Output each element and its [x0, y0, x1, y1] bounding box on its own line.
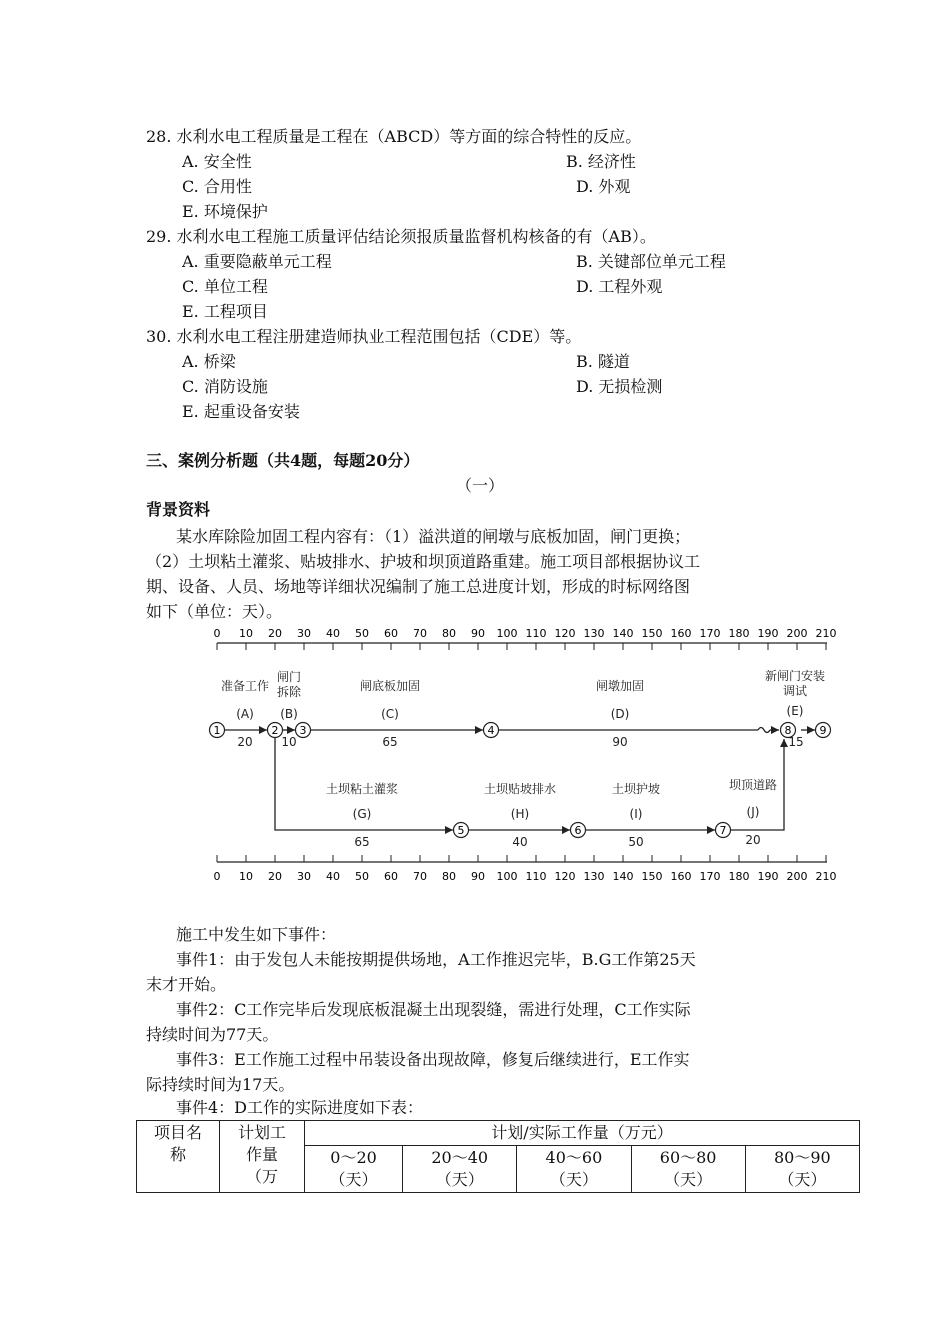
node-5: [454, 823, 469, 838]
svg-text:5: 5: [457, 824, 465, 837]
question-stem: 29. 水利水电工程施工质量评估结论须报质量监督机构核备的有（AB）。: [146, 227, 656, 246]
task-h-duration: 40: [512, 835, 528, 849]
bottom-axis-tick-label: 0: [213, 870, 221, 883]
svg-text:8: 8: [784, 724, 792, 737]
svg-text:7: 7: [719, 824, 727, 837]
top-axis-tick-label: 90: [471, 627, 485, 640]
svg-text:9: 9: [819, 724, 827, 737]
background-line: 如下（单位：天）。: [146, 602, 283, 621]
option-d: D. 无损检测: [576, 377, 663, 396]
task-c-duration: 65: [382, 735, 398, 749]
task-a-duration: 20: [237, 735, 253, 749]
background-line: 某水库除险加固工程内容有：（1）溢洪道的闸墩与底板加固，闸门更换；: [176, 527, 691, 546]
bottom-axis-tick-label: 140: [612, 870, 634, 883]
period-header: 0～20 （天）: [305, 1146, 403, 1193]
top-axis-tick-label: 80: [442, 627, 456, 640]
node-1: [210, 723, 225, 738]
node-6: [571, 823, 586, 838]
task-d-code: (D): [610, 707, 630, 721]
background-line: （2）土坝粘土灌浆、贴坡排水、护坡和坝顶道路重建。施工项目部根据协议工: [146, 552, 701, 571]
top-axis-tick-label: 130: [583, 627, 605, 640]
bottom-axis-tick-label: 10: [239, 870, 253, 883]
event-line: 持续时间为77天。: [146, 1025, 279, 1044]
top-axis-tick-label: 200: [786, 627, 808, 640]
bottom-axis-tick-label: 100: [496, 870, 518, 883]
bottom-axis-tick-label: 170: [699, 870, 721, 883]
event-line: 际持续时间为17天。: [146, 1075, 295, 1094]
top-axis-tick-label: 120: [554, 627, 576, 640]
progress-table: [136, 1120, 860, 1193]
option-c: C. 消防设施: [182, 377, 268, 396]
bottom-axis-tick-label: 50: [355, 870, 369, 883]
option-b: B. 隧道: [576, 352, 630, 371]
node-9: [816, 723, 831, 738]
time-scaled-network-diagram: [205, 625, 845, 890]
bottom-axis-tick-label: 190: [757, 870, 779, 883]
bottom-axis-tick-label: 90: [471, 870, 485, 883]
top-axis-tick-label: 180: [728, 627, 750, 640]
bottom-axis-tick-label: 30: [297, 870, 311, 883]
task-i-code: (I): [629, 807, 643, 821]
top-axis-tick-label: 10: [239, 627, 253, 640]
event-line: 事件4：D工作的实际进度如下表：: [176, 1098, 424, 1117]
option-c: C. 单位工程: [182, 277, 268, 296]
top-axis-tick-label: 190: [757, 627, 779, 640]
task-d-duration: 90: [612, 735, 628, 749]
svg-text:4: 4: [487, 724, 495, 737]
top-axis-tick-label: 0: [213, 627, 221, 640]
task-a-code: (A): [236, 707, 254, 721]
top-axis-tick-label: 150: [641, 627, 663, 640]
node-7: [716, 823, 731, 838]
task-b-duration: 10: [281, 735, 297, 749]
top-axis-tick-label: 210: [815, 627, 837, 640]
bottom-axis-tick-label: 120: [554, 870, 576, 883]
top-axis-tick-label: 170: [699, 627, 721, 640]
option-e: E. 起重设备安装: [182, 402, 300, 421]
top-axis-tick-label: 100: [496, 627, 518, 640]
task-e-duration: 15: [788, 735, 804, 749]
bottom-axis-tick-label: 110: [525, 870, 547, 883]
event-line: 事件3：E工作施工过程中吊装设备出现故障，修复后继续进行，E工作实: [176, 1050, 690, 1069]
bottom-axis-tick-label: 210: [815, 870, 837, 883]
task-h-name: 土坝贴坡排水: [483, 782, 557, 796]
bottom-axis-tick-label: 60: [384, 870, 398, 883]
event-line: 末才开始。: [146, 975, 227, 994]
task-h-code: (H): [510, 807, 530, 821]
background-line: 期、设备、人员、场地等详细状况编制了施工总进度计划，形成的时标网络图: [146, 577, 691, 596]
task-d-name: 闸墩加固: [595, 679, 645, 693]
task-b-code: (B): [280, 707, 298, 721]
task-b-name: 拆除: [276, 685, 302, 699]
period-header: 20～40 （天）: [403, 1146, 517, 1193]
header-work-amount: 计划/实际工作量（万元）: [305, 1121, 860, 1146]
bottom-axis-tick-label: 70: [413, 870, 427, 883]
node-3: [296, 723, 311, 738]
top-axis-tick-label: 60: [384, 627, 398, 640]
period-header: 60～80 （天）: [631, 1146, 745, 1193]
top-axis-tick-label: 110: [525, 627, 547, 640]
event-line: 事件1：由于发包人未能按期提供场地，A工作推迟完毕，B.G工作第25天: [176, 950, 696, 969]
top-axis-tick-label: 70: [413, 627, 427, 640]
bottom-axis-tick-label: 160: [670, 870, 692, 883]
option-d: D. 外观: [576, 177, 631, 196]
task-b-name: 闸门: [276, 670, 302, 684]
top-axis-tick-label: 160: [670, 627, 692, 640]
question-stem: 28. 水利水电工程质量是工程在（ABCD）等方面的综合特性的反应。: [146, 127, 642, 146]
svg-text:6: 6: [574, 824, 582, 837]
option-a: A. 桥梁: [182, 352, 236, 371]
node-4: [484, 723, 499, 738]
background-title: 背景资料: [146, 500, 211, 519]
task-e-name: 调试: [782, 684, 808, 698]
top-axis-tick-label: 20: [268, 627, 282, 640]
svg-text:1: 1: [213, 724, 221, 737]
task-e-name: 新闸门安装: [764, 669, 826, 683]
task-g-duration: 65: [354, 835, 370, 849]
task-a-name: 准备工作: [220, 679, 270, 693]
top-axis-tick-label: 40: [326, 627, 340, 640]
header-project-name: 项目名 称: [137, 1121, 220, 1193]
bottom-axis-tick-label: 150: [641, 870, 663, 883]
bottom-axis-tick-label: 130: [583, 870, 605, 883]
period-header: 80～90 （天）: [745, 1146, 859, 1193]
bottom-axis-tick-label: 40: [326, 870, 340, 883]
option-a: A. 安全性: [182, 152, 252, 171]
option-b: B. 关键部位单元工程: [576, 252, 726, 271]
bottom-axis-tick-label: 200: [786, 870, 808, 883]
option-e: E. 环境保护: [182, 202, 268, 221]
bottom-axis-tick-label: 80: [442, 870, 456, 883]
period-header: 40～60 （天）: [517, 1146, 631, 1193]
question-stem: 30. 水利水电工程注册建造师执业工程范围包括（CDE）等。: [146, 327, 582, 346]
header-planned-quantity: 计划工 作量 （万: [220, 1121, 305, 1193]
top-axis-tick-label: 30: [297, 627, 311, 640]
top-axis-tick-label: 50: [355, 627, 369, 640]
bottom-axis-tick-label: 20: [268, 870, 282, 883]
task-e-code: (E): [786, 704, 804, 718]
task-i-duration: 50: [628, 835, 644, 849]
option-e: E. 工程项目: [182, 302, 268, 321]
option-d: D. 工程外观: [576, 277, 663, 296]
task-g-name: 土坝粘土灌浆: [325, 782, 399, 796]
task-j-duration: 20: [745, 833, 761, 847]
section-heading: 三、案例分析题（共4题，每题20分）: [146, 451, 420, 470]
events-intro: 施工中发生如下事件：: [176, 925, 337, 944]
task-j-name: 坝顶道路: [728, 778, 778, 792]
task-c-name: 闸底板加固: [359, 679, 421, 693]
option-c: C. 合用性: [182, 177, 252, 196]
bottom-axis-tick-label: 180: [728, 870, 750, 883]
task-j-code: (J): [746, 805, 760, 819]
svg-text:3: 3: [299, 724, 307, 737]
svg-text:2: 2: [271, 724, 279, 737]
case-number: （一）: [456, 476, 505, 495]
node-2: [268, 723, 283, 738]
task-g-code: (G): [352, 807, 372, 821]
option-b: B. 经济性: [566, 152, 636, 171]
top-axis-tick-label: 140: [612, 627, 634, 640]
task-i-name: 土坝护坡: [611, 782, 661, 796]
event-line: 事件2：C工作完毕后发现底板混凝土出现裂缝，需进行处理，C工作实际: [176, 1000, 691, 1019]
option-a: A. 重要隐蔽单元工程: [182, 252, 332, 271]
task-c-code: (C): [381, 707, 399, 721]
